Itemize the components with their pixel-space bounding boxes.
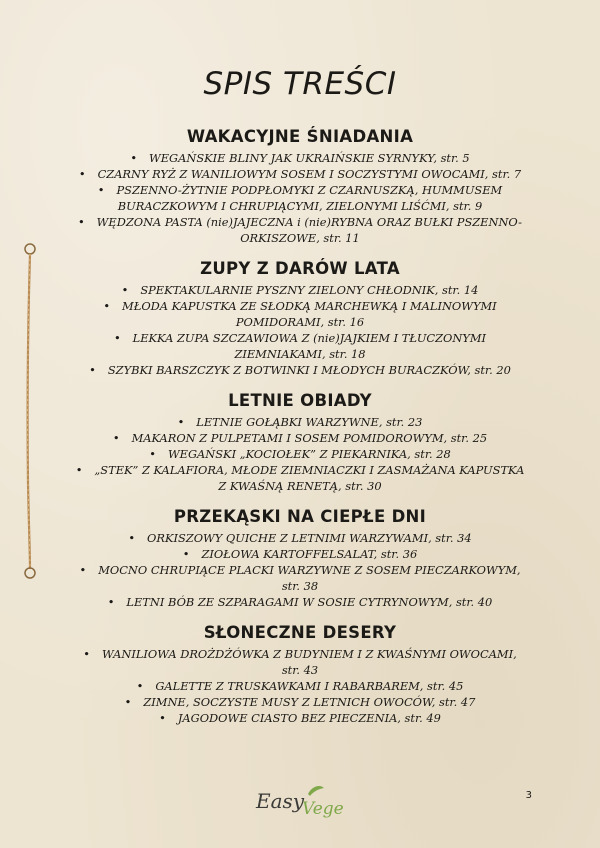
page-number: 3 [525,790,532,801]
easyvege-logo [250,780,350,822]
section-item-list [0,530,600,610]
toc-entry-line [0,214,600,230]
toc-entry-line [0,298,600,314]
bullet-icon: • [136,679,144,693]
toc-entry-line [0,478,600,494]
toc-entry-text: LEKKA ZUPA SZCZAWIOWA Z (nie)JAJKIEM I TŁUCZONYMI [132,331,487,345]
bullet-icon: • [124,695,132,709]
section-item-list [0,150,600,246]
toc-entry-line [0,578,600,594]
toc-entry-text: WANILIOWA DROŻDŻÓWKA Z BUDYNIEM I Z KWAŚNYMI OWOCAMI, [102,647,517,661]
bullet-icon: • [149,447,156,461]
toc-entry-line [0,430,600,446]
toc-entry-text: POMIDORAMI, str. 16 [235,315,365,329]
toc-entry-text: MAKARON Z PULPETAMI I SOSEM POMIDOROWYM, str. 25 [131,431,488,445]
toc-entry-text: MOCNO CHRUPIĄCE PLACKI WARZYWNE Z SOSEM PIECZARKOWYM, [98,563,521,577]
bullet-icon: • [89,363,96,377]
toc-entry-line [0,462,600,478]
section-heading: LETNIE OBIADY [228,391,372,410]
bullet-icon: • [128,531,136,545]
section-heading: PRZEKĄSKI NA CIEPŁE DNI [173,507,427,526]
toc-entry-text: „STEK” Z KALAFIORA, MŁODE ZIEMNIACZKI I ZASMAŻANA KAPUSTKA [94,463,525,477]
bullet-icon: • [75,463,83,477]
bullet-icon: • [112,431,120,445]
section-item-list [0,414,600,494]
toc-entry-text: ZIMNE, SOCZYSTE MUSY Z LETNICH OWOCÓW, str. 47 [143,695,476,709]
toc-entry-text: str. 38 [281,579,319,593]
toc-entry-text: ORKISZOWE, str. 11 [240,231,360,245]
bullet-icon: • [113,331,121,345]
bullet-icon: • [79,563,87,577]
toc-entry-line [0,678,600,694]
bullet-icon: • [78,167,86,181]
bullet-icon: • [103,299,111,313]
bullet-icon: • [77,215,85,229]
section-item-list [0,282,600,378]
toc-entry-text: ZIEMNIAKAMI, str. 18 [234,347,366,361]
toc-entry-line [0,166,600,182]
toc-entry-line [0,362,600,378]
toc-entry-line [0,414,600,430]
toc-entry-line [0,198,600,214]
toc-entry-text: LETNI BÓB ZE SZPARAGAMI W SOSIE CYTRYNOWYM, str. 40 [126,595,493,609]
toc-entry-line [0,446,600,462]
toc-entry-text: SPEKTAKULARNIE PYSZNY ZIELONY CHŁODNIK, str. 14 [140,283,479,297]
toc-entry-line [0,530,600,546]
toc-entry-line [0,546,600,562]
toc-entry-text: SZYBKI BARSZCZYK Z BOTWINKI I MŁODYCH BURACZKÓW, str. 20 [107,363,511,377]
toc-entry-line [0,282,600,298]
toc-entry-text: MŁODA KAPUSTKA ZE SŁODKĄ MARCHEWKĄ I MALINOWYMI [122,299,497,313]
toc-entry-text: JAGODOWE CIASTO BEZ PIECZENIA, str. 49 [177,711,441,725]
toc-entry-line [0,330,600,346]
toc-entry-line [0,150,600,166]
toc-entry-line [0,230,600,246]
bullet-icon: • [182,547,190,561]
toc-entry-text: WĘDZONA PASTA (nie)JAJECZNA i (nie)RYBNA ORAZ BUŁKI PSZENNO- [96,215,523,229]
bullet-icon: • [130,151,138,165]
toc-entry-text: str. 43 [281,663,319,677]
logo-text-vege: Vege [302,799,344,819]
bullet-icon: • [177,415,185,429]
toc-entry-text: Z KWAŚNĄ RENETĄ, str. 30 [218,479,382,493]
toc-entry-text: ZIOŁOWA KARTOFFELSALAT, str. 36 [201,547,418,561]
page-title: SPIS TREŚCI [203,66,397,102]
bullet-icon: • [97,183,105,197]
section-item-list [0,646,600,726]
toc-entry-text: CZARNY RYŻ Z WANILIOWYM SOSEM I SOCZYSTYMI OWOCAMI, str. 7 [97,167,522,181]
bullet-icon: • [159,711,166,725]
bullet-icon: • [83,647,90,661]
toc-entry-text: PSZENNO-ŻYTNIE PODPŁOMYKI Z CZARNUSZKĄ, HUMMUSEM [116,183,503,197]
section-heading: SŁONECZNE DESERY [203,623,397,642]
leaf-icon [308,786,324,796]
toc-entry-text: BURACZKOWYM I CHRUPIĄCYMI, ZIELONYMI LIŚĆMI, str. 9 [117,199,483,213]
table-of-contents [0,124,600,736]
section-heading: ZUPY Z DARÓW LATA [200,259,400,278]
toc-entry-line [0,346,600,362]
logo-text-easy: Easy [256,789,305,813]
toc-entry-text: LETNIE GOŁĄBKI WARZYWNE, str. 23 [196,415,423,429]
section-heading: WAKACYJNE ŚNIADANIA [186,127,414,146]
toc-entry-text: WEGAŃSKIE BLINY JAK UKRAIŃSKIE SYRNYKY, str. 5 [149,151,470,165]
toc-entry-text: WEGAŃSKI „KOCIOŁEK” Z PIEKARNIKA, str. 28 [167,447,451,461]
bullet-icon: • [107,595,115,609]
bullet-icon: • [121,283,129,297]
toc-entry-line [0,694,600,710]
toc-entry-text: ORKISZOWY QUICHE Z LETNIMI WARZYWAMI, str. 34 [147,531,472,545]
toc-entry-line [0,562,600,578]
toc-entry-line [0,710,600,726]
toc-entry-text: GALETTE Z TRUSKAWKAMI I RABARBAREM, str. 45 [155,679,464,693]
toc-entry-line [0,662,600,678]
toc-entry-line [0,314,600,330]
toc-entry-line [0,182,600,198]
toc-entry-line [0,646,600,662]
toc-entry-line [0,594,600,610]
